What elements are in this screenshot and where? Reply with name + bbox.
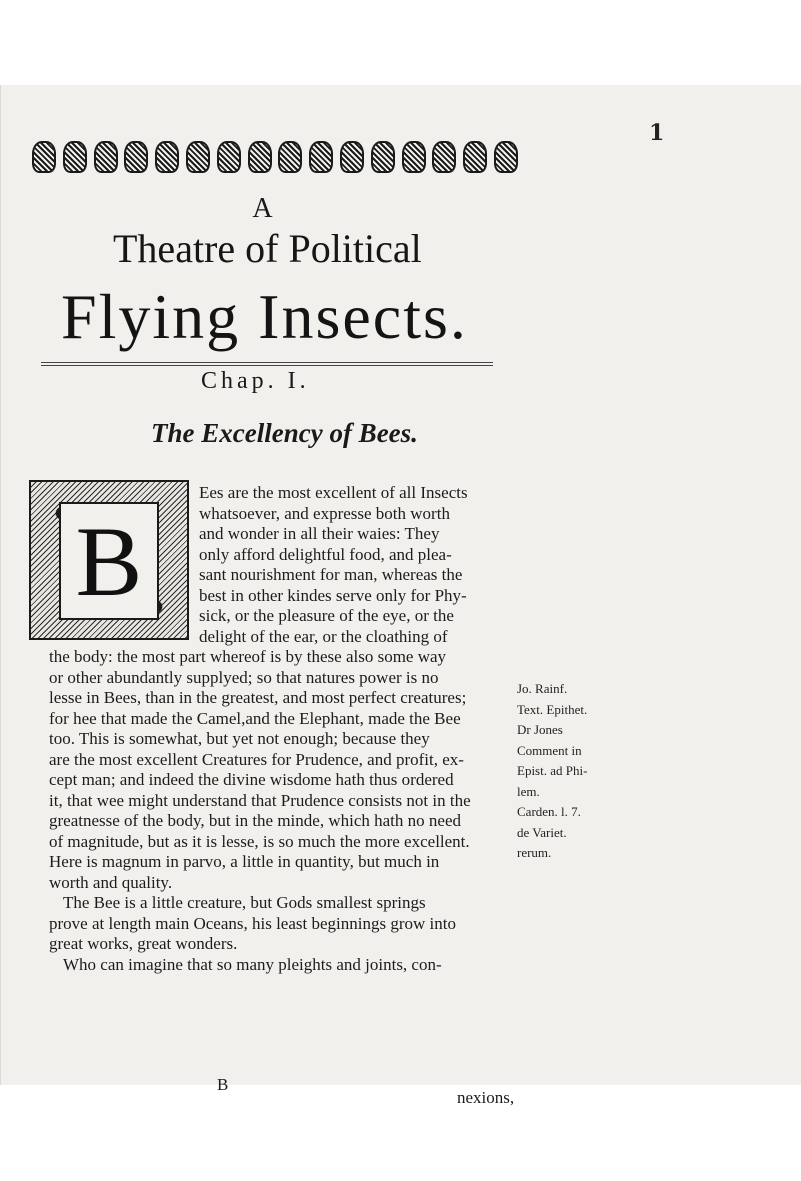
text-line: Here is magnum in parvo, a little in quantity, but much in [49,852,440,871]
text-line: greatnesse of the body, but in the minde, which hath no need [49,811,461,830]
title-rule [41,362,493,366]
margin-note: Comment in [517,742,582,758]
ornament-icon [29,137,55,173]
catchword: nexions, [457,1088,515,1107]
ornament-icon [399,137,425,173]
margin-note: lem. [517,783,540,799]
text-line: Who can imagine that so many pleights and joints, con- [63,954,442,974]
margin-note: de Variet. [517,824,567,840]
text-line: prove at length main Oceans, his least beginnings grow into [49,913,456,933]
margin-note: Text. Epithet. [517,701,588,717]
ornament-icon [60,137,86,173]
margin-note: Jo. Rainf. [517,681,568,696]
margin-notes [517,679,587,864]
margin-note: rerum. [517,845,552,860]
text-line: are the most excellent Creatures for Prudence, and profit, ex- [49,749,464,769]
text-line: lesse in Bees, than in the greatest, and most perfect creatures; [49,688,467,707]
intro-paragraph [199,483,468,647]
page-corner-mark: 1 [649,120,665,146]
ornament-icon [245,137,271,173]
text-line: cept man; and indeed the divine wisdome hath thus ordered [49,770,454,789]
text-line: only afford delightful food, and plea- [199,544,452,564]
text-line: sick, or the pleasure of the eye, or the [199,606,454,625]
text-line: best in other kindes serve only for Phy- [199,585,467,605]
text-line: and wonder in all their waies: They [199,524,440,543]
chapter-heading: Chap. I. [201,368,310,394]
text-line: delight of the ear, or the cloathing of [199,626,448,646]
text-line: great works, great wonders. [49,934,238,953]
title-line-1: Theatre of Political [113,226,422,271]
text-line: whatsoever, and expresse both worth [199,503,450,523]
ornament-icon [337,137,363,173]
text-line: or other abundantly supplyed; so that natures power is no [49,667,439,687]
drop-cap-ornament [29,480,189,640]
signature-mark: B [217,1075,229,1094]
text-line: too. This is somewhat, but yet not enough; because they [49,729,430,748]
text-line: Ees are the most excellent of all Insects [199,483,468,502]
margin-note: Dr Jones [517,722,563,737]
ornament-icon [429,137,455,173]
ornament-icon [460,137,486,173]
margin-note: Epist. ad Phi- [517,763,588,778]
text-line: worth and quality. [49,872,173,892]
ornament-icon [368,137,394,173]
ornament-icon [306,137,332,173]
text-line: of magnitude, but as it is lesse, is so much the more excellent. [49,831,470,851]
margin-note: Carden. l. 7. [517,804,581,819]
ornament-icon [91,137,117,173]
ornament-icon [214,137,240,173]
ornament-icon [491,137,517,173]
title-line-2: Flying Insects. [61,281,468,352]
ornament-icon [121,137,147,173]
ornament-icon [275,137,301,173]
book-page [0,85,801,1107]
text-line: sant nourishment for man, whereas the [199,565,463,584]
text-line: it, that wee might understand that Prudence consists not in the [49,790,471,810]
text-line: for hee that made the Camel,and the Elephant, made the Bee [49,708,461,728]
chapter-subtitle: The Excellency of Bees. [151,418,418,448]
ornament-icon [152,137,178,173]
main-paragraph [49,647,471,975]
text-line: The Bee is a little creature, but Gods smallest springs [63,893,426,912]
drop-cap-letter: B [59,502,159,620]
ornament-band [29,135,517,175]
title-article: A [252,193,275,224]
ornament-icon [183,137,209,173]
text-line: the body: the most part whereof is by these also some way [49,647,447,666]
